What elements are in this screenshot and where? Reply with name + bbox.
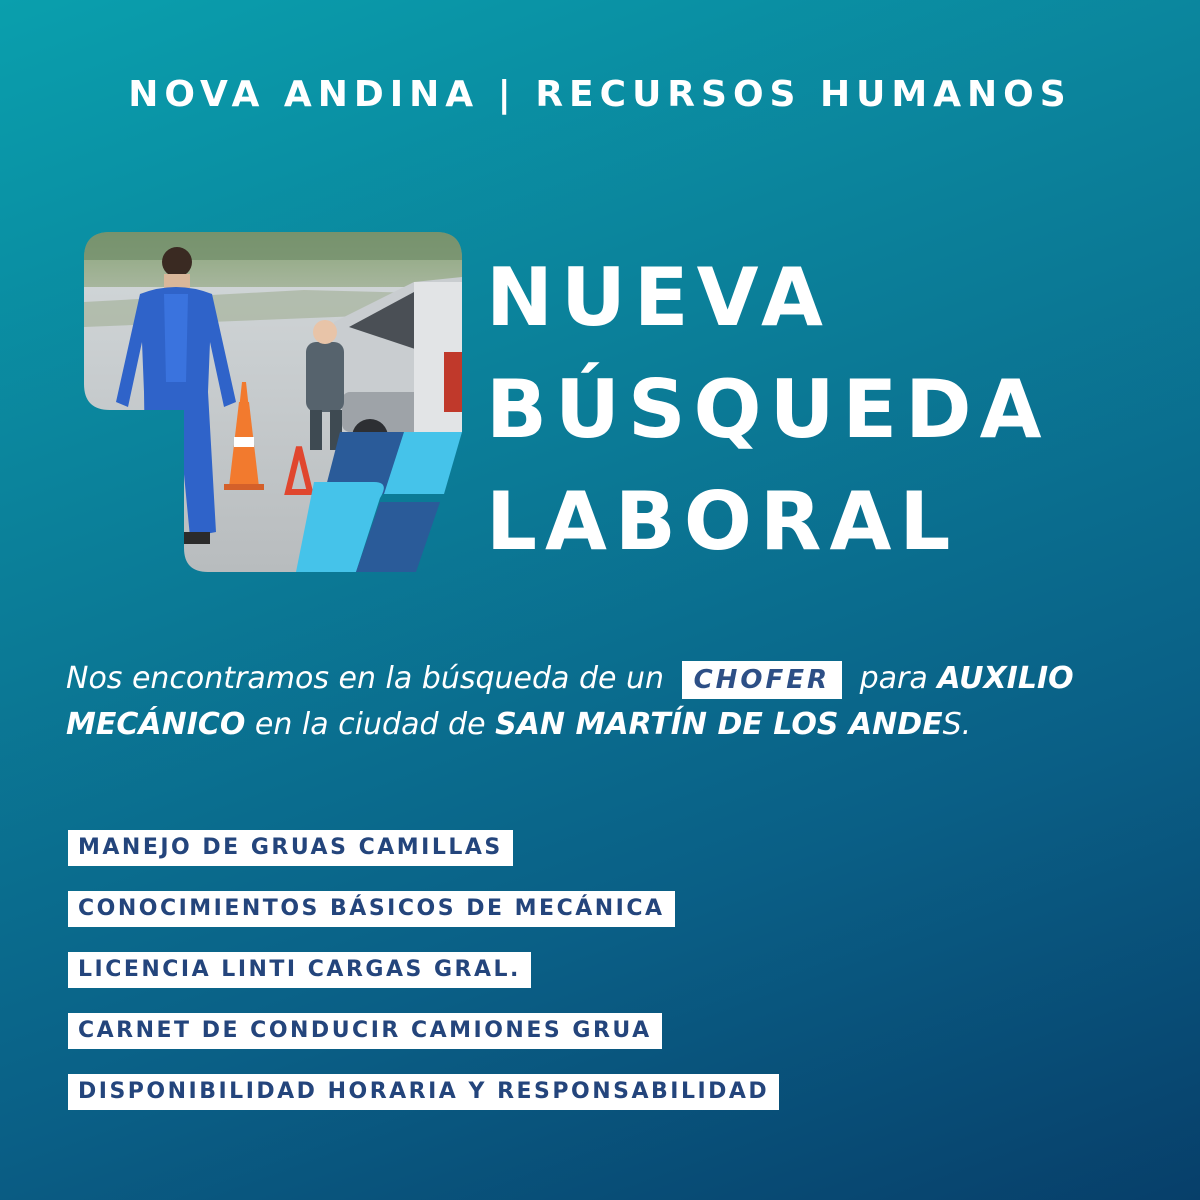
header-title: NOVA ANDINA | RECURSOS HUMANOS bbox=[128, 74, 1072, 115]
intro-paragraph bbox=[66, 656, 1166, 748]
headline-line-2: BÚSQUEDA bbox=[486, 363, 1050, 456]
headline-line-1: NUEVA bbox=[486, 251, 831, 344]
requirement-item: MANEJO DE GRUAS CAMILLAS bbox=[68, 830, 513, 866]
role-badge: CHOFER bbox=[682, 661, 843, 699]
requirement-item: CONOCIMIENTOS BÁSICOS DE MECÁNICA bbox=[68, 891, 675, 927]
requirement-item: CARNET DE CONDUCIR CAMIONES GRUA bbox=[68, 1013, 662, 1049]
requirement-item: DISPONIBILIDAD HORARIA Y RESPONSABILIDAD bbox=[68, 1074, 779, 1110]
intro-tail: S. bbox=[942, 707, 972, 742]
roadside-mechanic-photo bbox=[84, 232, 462, 572]
requirements-list bbox=[68, 830, 779, 1135]
requirement-item: LICENCIA LINTI CARGAS GRAL. bbox=[68, 952, 531, 988]
intro-text-1: Nos encontramos en la búsqueda de un bbox=[66, 661, 665, 696]
intro-text-3: en la ciudad de bbox=[254, 707, 486, 742]
headline-line-3: LABORAL bbox=[486, 475, 959, 568]
intro-strong-city: SAN MARTÍN DE LOS ANDE bbox=[495, 707, 943, 742]
intro-strong-service: AUXILIO MECÁNICO bbox=[66, 661, 1074, 742]
intro-text-2: para bbox=[859, 661, 928, 696]
headline bbox=[486, 242, 1050, 578]
